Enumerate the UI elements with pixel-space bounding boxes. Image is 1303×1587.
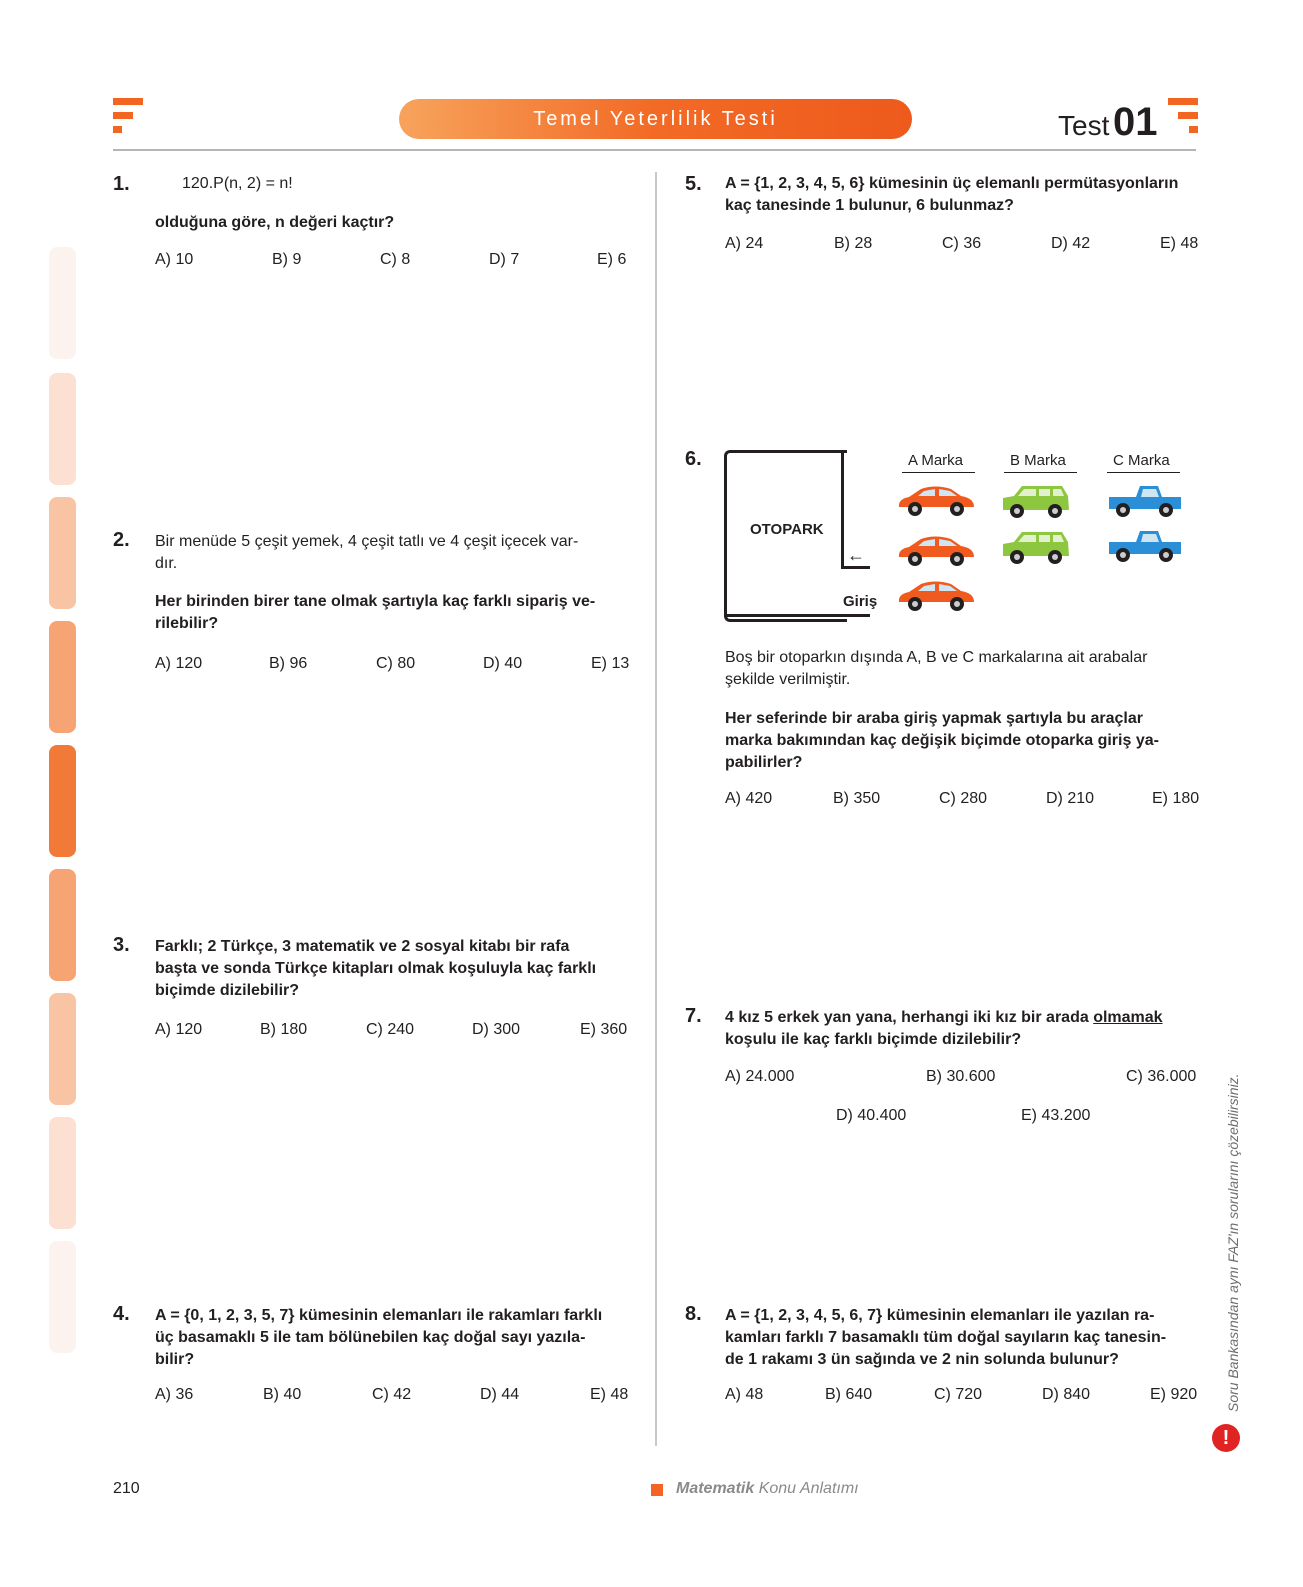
q5-option-e[interactable]: E) 48: [1160, 235, 1199, 252]
q7-option-e[interactable]: E) 43.200: [1021, 1107, 1091, 1124]
logo-left-bar-2: [113, 112, 133, 119]
test-banner: Temel Yeterlilik Testi: [399, 99, 912, 139]
brand-b-header: B Marka: [1010, 452, 1066, 469]
q3-option-b[interactable]: B) 180: [260, 1021, 308, 1038]
logo-right-bar-3: [1189, 126, 1198, 133]
parking-lot-entrance-edge: [841, 566, 870, 569]
q8-option-e[interactable]: E) 920: [1150, 1386, 1198, 1403]
question-6-desc-line-2: şekilde verilmiştir.: [725, 671, 851, 688]
side-note: Soru Bankasından aynı FAZ'ın sorularını çözebilirsiniz.: [1225, 1073, 1241, 1412]
q7-option-d[interactable]: D) 40.400: [836, 1107, 907, 1124]
brand-a-header: A Marka: [908, 452, 964, 469]
q3-option-c[interactable]: C) 240: [366, 1021, 415, 1038]
question-7-line-1: [725, 1007, 1163, 1029]
question-6-q-line-1: Her seferinde bir araba giriş yapmak şartıyla bu araçlar: [725, 710, 1143, 727]
question-2-q-line-2: rilebilir?: [155, 615, 219, 632]
question-1-formula: 120.P(n, 2) = n!: [182, 175, 293, 192]
q4-option-c[interactable]: C) 42: [372, 1386, 412, 1403]
question-8-line-3: de 1 rakamı 3 ün sağında ve 2 nin solunda bulunur?: [725, 1351, 1119, 1368]
brand-a-underline: [902, 472, 975, 473]
q1-option-b[interactable]: B) 9: [272, 251, 302, 268]
page-number: 210: [113, 1480, 140, 1497]
question-1-number: 1.: [113, 173, 130, 195]
q6-option-e[interactable]: E) 180: [1152, 790, 1200, 807]
q5-option-a[interactable]: A) 24: [725, 235, 764, 252]
car-c-2-icon: [1106, 528, 1184, 564]
brand-c-header: C Marka: [1113, 452, 1170, 469]
car-b-1-icon: [1000, 482, 1072, 520]
footer-title: [676, 1480, 859, 1498]
question-2-line-1: Bir menüde 5 çeşit yemek, 4 çeşit tatlı ve 4 çeşit içecek var-: [155, 533, 579, 550]
question-5-number: 5.: [685, 173, 702, 195]
side-tab-1: [49, 247, 76, 359]
question-3-number: 3.: [113, 934, 130, 956]
question-7-number: 7.: [685, 1005, 702, 1027]
q2-option-b[interactable]: B) 96: [269, 655, 308, 672]
warning-icon: !: [1212, 1424, 1240, 1452]
brand-c-underline: [1107, 472, 1180, 473]
q5-option-d[interactable]: D) 42: [1051, 235, 1091, 252]
q2-option-d[interactable]: D) 40: [483, 655, 523, 672]
q7-option-b[interactable]: B) 30.600: [926, 1068, 996, 1085]
q3-option-a[interactable]: A) 120: [155, 1021, 203, 1038]
q6-option-b[interactable]: B) 350: [833, 790, 881, 807]
footer-subtitle: Konu Anlatımı: [754, 1480, 859, 1497]
footer-square-icon: [651, 1484, 663, 1496]
question-4-number: 4.: [113, 1303, 130, 1325]
question-3-line-3: biçimde dizilebilir?: [155, 982, 300, 999]
entrance-arrow-icon: ←: [847, 545, 865, 565]
question-2-line-2: dır.: [155, 555, 178, 572]
question-3-line-1: Farklı; 2 Türkçe, 3 matematik ve 2 sosyal kitabı bir rafa: [155, 938, 570, 955]
side-tab-9: [49, 1241, 76, 1353]
logo-left-bar-1: [113, 98, 143, 105]
q5-option-c[interactable]: C) 36: [942, 235, 982, 252]
car-a-2-icon: [895, 533, 977, 569]
question-3-line-2: başta ve sonda Türkçe kitapları olmak koşuluyla kaç farklı: [155, 960, 597, 977]
question-4-line-2: üç basamaklı 5 ile tam bölünebilen kaç doğal sayı yazıla-: [155, 1329, 586, 1346]
question-8-line-2: kamları farklı 7 basamaklı tüm doğal sayıların kaç tanesin-: [725, 1329, 1167, 1346]
q8-option-b[interactable]: B) 640: [825, 1386, 873, 1403]
question-2-number: 2.: [113, 529, 130, 551]
q5-option-b[interactable]: B) 28: [834, 235, 873, 252]
q7-option-a[interactable]: A) 24.000: [725, 1068, 795, 1085]
logo-right-bar-2: [1178, 112, 1198, 119]
test-number: 01: [1113, 100, 1158, 144]
footer-subject: Matematik: [676, 1480, 755, 1497]
question-5-line-1: A = {1, 2, 3, 4, 5, 6} kümesinin üç elemanlı permütasyonların: [725, 175, 1179, 192]
q1-option-c[interactable]: C) 8: [380, 251, 411, 268]
q2-option-a[interactable]: A) 120: [155, 655, 203, 672]
q7-option-c[interactable]: C) 36.000: [1126, 1068, 1197, 1085]
question-8-number: 8.: [685, 1303, 702, 1325]
parking-lot-wall: [841, 450, 844, 568]
q8-option-d[interactable]: D) 840: [1042, 1386, 1091, 1403]
question-1-text: olduğuna göre, n değeri kaçtır?: [155, 214, 395, 231]
side-tab-6: [49, 869, 76, 981]
question-7-emphasis: olmamak: [1093, 1009, 1163, 1026]
q4-option-d[interactable]: D) 44: [480, 1386, 520, 1403]
q6-option-c[interactable]: C) 280: [939, 790, 988, 807]
question-4-line-1: A = {0, 1, 2, 3, 5, 7} kümesinin elemanları ile rakamları farklı: [155, 1307, 603, 1324]
logo-left-bar-3: [113, 126, 122, 133]
side-tab-3: [49, 497, 76, 609]
question-4-line-3: bilir?: [155, 1351, 195, 1368]
q8-option-a[interactable]: A) 48: [725, 1386, 764, 1403]
q2-option-e[interactable]: E) 13: [591, 655, 630, 672]
entrance-label: Giriş: [843, 593, 878, 610]
q6-option-d[interactable]: D) 210: [1046, 790, 1095, 807]
question-8-line-1: A = {1, 2, 3, 4, 5, 6, 7} kümesinin elemanları ile yazılan ra-: [725, 1307, 1155, 1324]
question-2-q-line-1: Her birinden birer tane olmak şartıyla kaç farklı sipariş ve-: [155, 593, 596, 610]
question-5-line-2: kaç tanesinde 1 bulunur, 6 bulunmaz?: [725, 197, 1014, 214]
logo-right-bar-1: [1168, 98, 1198, 105]
question-6-q-line-2: marka bakımından kaç değişik biçimde otoparka giriş ya-: [725, 732, 1159, 749]
side-tab-2: [49, 373, 76, 485]
q3-option-d[interactable]: D) 300: [472, 1021, 521, 1038]
column-divider: [655, 172, 657, 1446]
car-a-3-icon: [895, 578, 977, 614]
question-6-q-line-3: pabilirler?: [725, 754, 803, 771]
side-tab-8: [49, 1117, 76, 1229]
header-divider: [113, 149, 1196, 151]
side-tab-7: [49, 993, 76, 1105]
q1-option-a[interactable]: A) 10: [155, 251, 194, 268]
q4-option-e[interactable]: E) 48: [590, 1386, 629, 1403]
q6-option-a[interactable]: A) 420: [725, 790, 773, 807]
q2-option-c[interactable]: C) 80: [376, 655, 416, 672]
brand-b-underline: [1004, 472, 1077, 473]
side-tab-4: [49, 621, 76, 733]
car-c-1-icon: [1106, 483, 1184, 519]
car-a-1-icon: [895, 483, 977, 519]
question-6-desc-line-1: Boş bir otoparkın dışında A, B ve C markalarına ait arabalar: [725, 649, 1148, 666]
parking-lot-bottom: [724, 614, 870, 617]
q1-option-d[interactable]: D) 7: [489, 251, 520, 268]
q4-option-a[interactable]: A) 36: [155, 1386, 194, 1403]
otopark-label: OTOPARK: [750, 521, 824, 538]
q4-option-b[interactable]: B) 40: [263, 1386, 302, 1403]
q3-option-e[interactable]: E) 360: [580, 1021, 628, 1038]
q1-option-e[interactable]: E) 6: [597, 251, 627, 268]
car-b-2-icon: [1000, 528, 1072, 566]
question-6-number: 6.: [685, 448, 702, 470]
question-7-line-1-text: 4 kız 5 erkek yan yana, herhangi iki kız bir arada: [725, 1009, 1094, 1026]
test-label: Test: [1058, 110, 1110, 141]
question-7-line-2: koşulu ile kaç farklı biçimde dizilebilir?: [725, 1031, 1022, 1048]
q8-option-c[interactable]: C) 720: [934, 1386, 983, 1403]
side-tab-5: [49, 745, 76, 857]
